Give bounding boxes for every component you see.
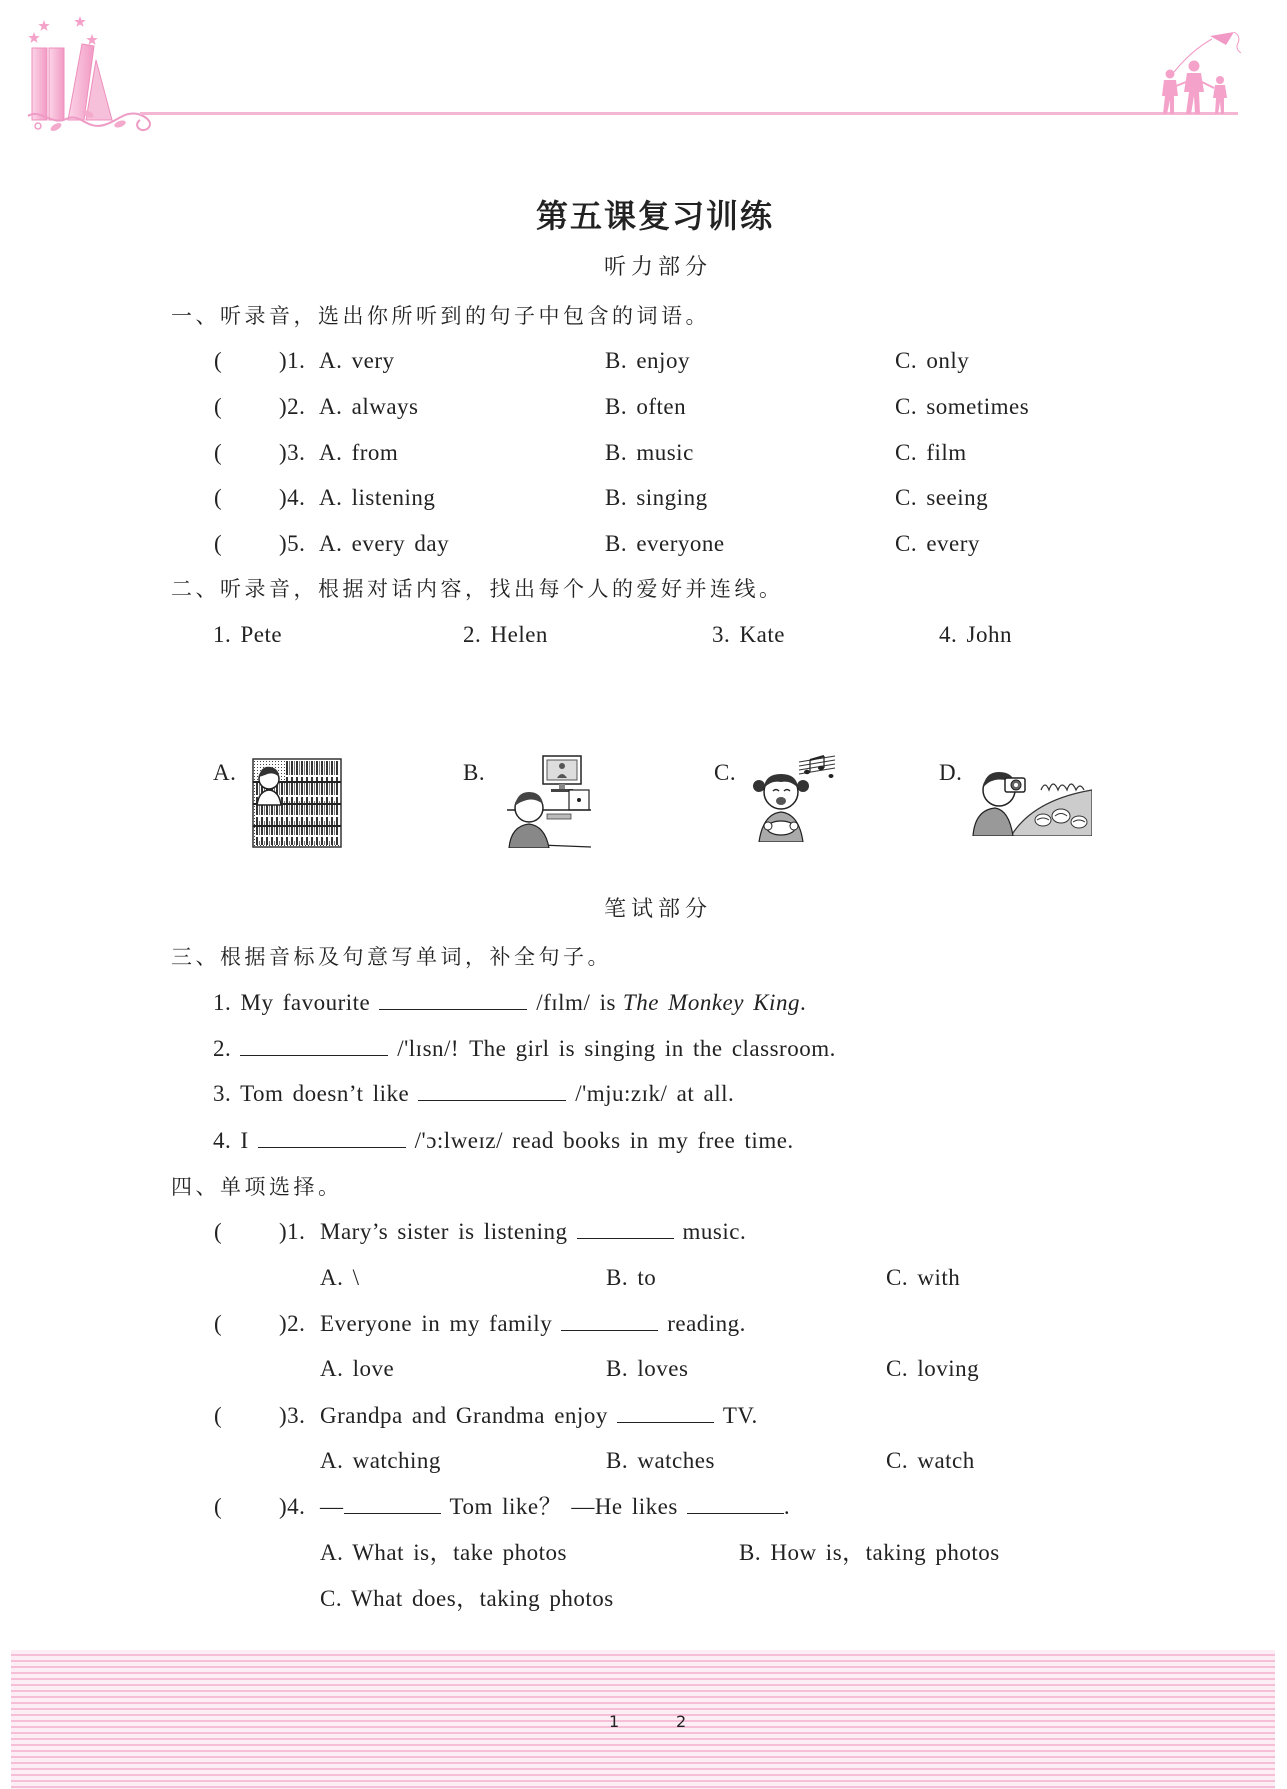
choice-q4-open-paren: ( bbox=[214, 1494, 223, 1519]
page-number-digit-2: 2 bbox=[676, 1712, 687, 1731]
listen-q4-open-paren: ( bbox=[214, 485, 223, 510]
choice-q1-blank bbox=[577, 1220, 674, 1239]
fill-2-rest: The girl is singing in the classroom. bbox=[469, 1036, 836, 1061]
footer-stripe-band bbox=[11, 1650, 1275, 1789]
choice-q4-before: — bbox=[320, 1494, 344, 1519]
girl-face bbox=[753, 774, 809, 809]
listening-part-heading: 听力部分 bbox=[604, 255, 713, 280]
fill-1-end: . bbox=[799, 990, 807, 1015]
person-kate: 3. Kate bbox=[712, 622, 785, 647]
choice-q3-option-b: B. watches bbox=[606, 1448, 715, 1473]
fill-3-before: 3. Tom doesn’t like bbox=[213, 1081, 410, 1106]
fill-1-before: 1. My favourite bbox=[213, 990, 371, 1015]
choice-q3-text bbox=[320, 1403, 758, 1429]
girl-body bbox=[759, 812, 803, 842]
fill-4-before: 4. I bbox=[213, 1128, 249, 1153]
choice-q3-number: )3. bbox=[279, 1403, 306, 1428]
page-title: 第五课复习训练 bbox=[536, 197, 775, 235]
listen-q2-option-b: B. often bbox=[605, 394, 687, 419]
computer-monitor bbox=[543, 756, 589, 810]
listen-q1-number: )1. bbox=[279, 348, 306, 373]
boy-computer-icon bbox=[507, 752, 591, 848]
listen-q3-open-paren: ( bbox=[214, 440, 223, 465]
boy-camera-icon bbox=[971, 760, 1092, 836]
listen-q2-open-paren: ( bbox=[214, 394, 223, 419]
section-1-heading: 一、听录音，选出你所听到的句子中包含的词语。 bbox=[171, 304, 710, 328]
person-pete: 1. Pete bbox=[213, 622, 283, 647]
family-kite-icon bbox=[1150, 30, 1245, 118]
choice-q4-blank-2 bbox=[687, 1495, 784, 1514]
fill-1-phonetic: /fɪlm/ is bbox=[536, 990, 616, 1015]
choice-q4-option-c: C. What does，taking photos bbox=[320, 1586, 614, 1611]
listen-q4-option-a: A. listening bbox=[319, 485, 436, 510]
choice-q4-number: )4. bbox=[279, 1494, 306, 1519]
fill-sentence-2 bbox=[213, 1036, 836, 1062]
star-icons bbox=[28, 16, 97, 45]
choice-q2-open-paren: ( bbox=[214, 1311, 223, 1336]
choice-q2-text bbox=[320, 1311, 746, 1337]
book-spines bbox=[32, 44, 112, 120]
family-silhouettes bbox=[1162, 61, 1227, 115]
kite-icon bbox=[1174, 32, 1241, 72]
music-notes bbox=[799, 756, 835, 778]
page-number-digit-1: 1 bbox=[609, 1712, 620, 1731]
fill-sentence-1 bbox=[213, 990, 806, 1016]
fill-2-phonetic: /'lɪsn/! bbox=[397, 1036, 460, 1061]
choice-q2-before: Everyone in my family bbox=[320, 1311, 553, 1336]
listen-q1-option-c: C. only bbox=[895, 348, 970, 373]
choice-q1-before: Mary’s sister is listening bbox=[320, 1219, 568, 1244]
choice-q4-option-b: B. How is，taking photos bbox=[739, 1540, 1000, 1565]
choice-q4-after: Tom like？ —He likes bbox=[449, 1494, 678, 1519]
listen-q1-option-b: B. enjoy bbox=[605, 348, 690, 373]
listen-q5-option-c: C. every bbox=[895, 531, 980, 556]
girl-singing-icon bbox=[741, 752, 838, 842]
listen-q5-option-b: B. everyone bbox=[605, 531, 725, 556]
choice-q2-blank bbox=[561, 1312, 658, 1331]
choice-q4-blank-1 bbox=[344, 1495, 441, 1514]
choice-q1-open-paren: ( bbox=[214, 1219, 223, 1244]
listen-q5-option-a: A. every day bbox=[319, 531, 450, 556]
section-3-heading: 三、根据音标及句意写单词，补全句子。 bbox=[171, 945, 612, 969]
section-2-heading: 二、听录音，根据对话内容，找出每个人的爱好并连线。 bbox=[171, 577, 784, 601]
fill-2-blank bbox=[240, 1037, 388, 1056]
fill-1-blank bbox=[379, 991, 527, 1010]
fill-sentence-3 bbox=[213, 1081, 734, 1107]
fill-4-blank bbox=[258, 1129, 406, 1148]
choice-q4-end: . bbox=[783, 1494, 791, 1519]
listen-q4-number: )4. bbox=[279, 485, 306, 510]
choice-q4-option-a: A. What is，take photos bbox=[320, 1540, 567, 1565]
choice-q2-option-a: A. love bbox=[320, 1356, 395, 1381]
person-john: 4. John bbox=[939, 622, 1012, 647]
fill-3-phonetic: /'mju:zɪk/ at all. bbox=[575, 1081, 735, 1106]
choice-q4-text bbox=[320, 1494, 790, 1520]
choice-q1-text bbox=[320, 1219, 746, 1245]
listen-q5-number: )5. bbox=[279, 531, 306, 556]
picture-label-a: A. bbox=[213, 760, 237, 785]
person-helen: 2. Helen bbox=[463, 622, 548, 647]
choice-q2-option-b: B. loves bbox=[606, 1356, 689, 1381]
choice-q1-option-b: B. to bbox=[606, 1265, 657, 1290]
choice-q1-option-c: C. with bbox=[886, 1265, 961, 1290]
fill-sentence-4 bbox=[213, 1128, 794, 1154]
choice-q3-blank bbox=[617, 1404, 714, 1423]
choice-q3-option-c: C. watch bbox=[886, 1448, 975, 1473]
listen-q4-option-c: C. seeing bbox=[895, 485, 989, 510]
picture-label-d: D. bbox=[939, 760, 963, 785]
library-bookshelf-icon bbox=[251, 755, 345, 851]
choice-q2-after: reading. bbox=[667, 1311, 746, 1336]
books-stars-logo-icon bbox=[26, 14, 160, 138]
choice-q3-after: TV. bbox=[722, 1403, 758, 1428]
picture-label-c: C. bbox=[714, 760, 737, 785]
listen-q1-open-paren: ( bbox=[214, 348, 223, 373]
choice-q2-option-c: C. loving bbox=[886, 1356, 980, 1381]
fill-3-blank bbox=[418, 1082, 566, 1101]
listen-q5-open-paren: ( bbox=[214, 531, 223, 556]
fill-2-before: 2. bbox=[213, 1036, 232, 1061]
listen-q3-number: )3. bbox=[279, 440, 306, 465]
header-divider-line bbox=[140, 112, 1238, 115]
listen-q2-number: )2. bbox=[279, 394, 306, 419]
choice-q2-number: )2. bbox=[279, 1311, 306, 1336]
writing-part-heading: 笔试部分 bbox=[604, 897, 713, 922]
listen-q4-option-b: B. singing bbox=[605, 485, 708, 510]
fill-4-phonetic: /'ɔ:lweɪz/ read books in my free time. bbox=[414, 1128, 794, 1153]
choice-q3-before: Grandpa and Grandma enjoy bbox=[320, 1403, 608, 1428]
listen-q3-option-b: B. music bbox=[605, 440, 694, 465]
picture-label-b: B. bbox=[463, 760, 486, 785]
listen-q2-option-c: C. sometimes bbox=[895, 394, 1030, 419]
choice-q3-open-paren: ( bbox=[214, 1403, 223, 1428]
listen-q1-option-a: A. very bbox=[319, 348, 395, 373]
listen-q3-option-a: A. from bbox=[319, 440, 399, 465]
choice-q3-option-a: A. watching bbox=[320, 1448, 441, 1473]
choice-q1-number: )1. bbox=[279, 1219, 306, 1244]
listen-q3-option-c: C. film bbox=[895, 440, 967, 465]
choice-q1-after: music. bbox=[682, 1219, 747, 1244]
listen-q2-option-a: A. always bbox=[319, 394, 419, 419]
section-4-heading: 四、单项选择。 bbox=[171, 1175, 343, 1199]
boy-seated bbox=[509, 792, 549, 848]
choice-q1-option-a: A. \ bbox=[320, 1265, 360, 1290]
fill-1-film-title: The Monkey King bbox=[622, 990, 800, 1015]
